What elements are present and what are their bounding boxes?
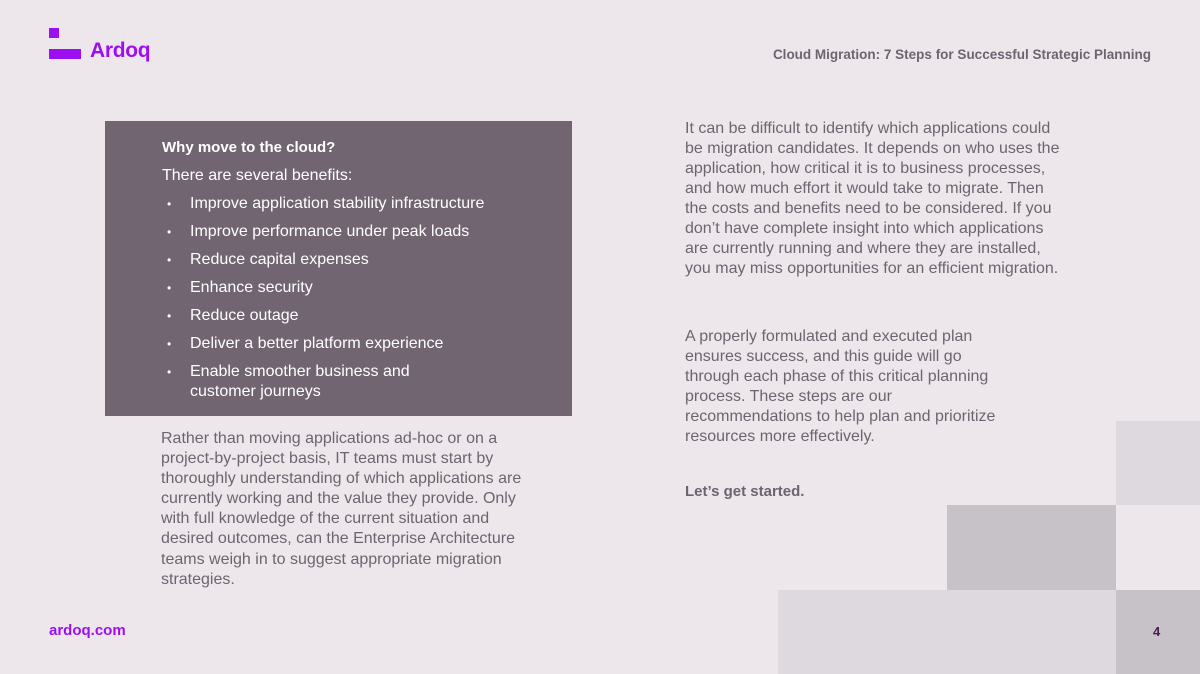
right-paragraph-1: It can be difficult to identify which applications could be migration candidates. It depends on who uses the application, how critical it is to business processes, and how much effort it would take to migrate. Then the costs and benefits need to be considered. If you don’t have complete insight into which applications are currently running and where they are installed, you may miss opportunities for an efficient migration. [685,120,1060,277]
left-paragraph: Rather than moving applications ad-hoc or on a project-by-project basis, IT teams must start by thoroughly understanding of which applications are currently working and the value they provide. Only with full knowledge of the current situation and desired outcomes, can the Enterprise Architecture teams weigh in to suggest appropriate migration strategies. [161,430,522,588]
brand-name: Ardoq [90,39,151,62]
list-item: • Enable smoother business and customer journeys [167,363,410,400]
list-item: • Reduce capital expenses [167,251,369,268]
bullet-icon: • [167,197,172,211]
bullet-icon: • [167,281,172,295]
logo-square-icon [49,28,59,38]
logo-bar-icon [49,49,81,59]
callout-intro: There are several benefits: [162,167,353,184]
page-number: 4 [1153,624,1161,639]
bullet-icon: • [167,253,172,267]
list-item: • Reduce outage [167,307,299,324]
bullet-icon: • [167,225,172,239]
right-paragraph-2: A properly formulated and executed plan ensures success, and this guide will go through each phase of this critical planning process. These steps are our recommendations to help plan and prioritize resources more effectively. [685,328,996,445]
list-item: • Deliver a better platform experience [167,335,444,352]
list-item: • Improve performance under peak loads [167,223,470,240]
decor-block [1116,421,1200,505]
callout-heading: Why move to the cloud? [162,139,336,156]
document-title: Cloud Migration: 7 Steps for Successful Strategic Planning [772,47,1151,62]
list-item: • Improve application stability infrastructure [167,195,485,212]
website-link[interactable]: ardoq.com [49,622,126,639]
benefits-list [162,194,562,410]
decor-block [947,505,1116,590]
list-item: • Enhance security [167,279,313,296]
closing-line: Let’s get started. [685,483,805,500]
bullet-icon: • [167,309,172,323]
callout-box [105,121,572,416]
bullet-icon: • [167,365,172,379]
decor-block [778,590,1116,674]
bullet-icon: • [167,337,172,351]
